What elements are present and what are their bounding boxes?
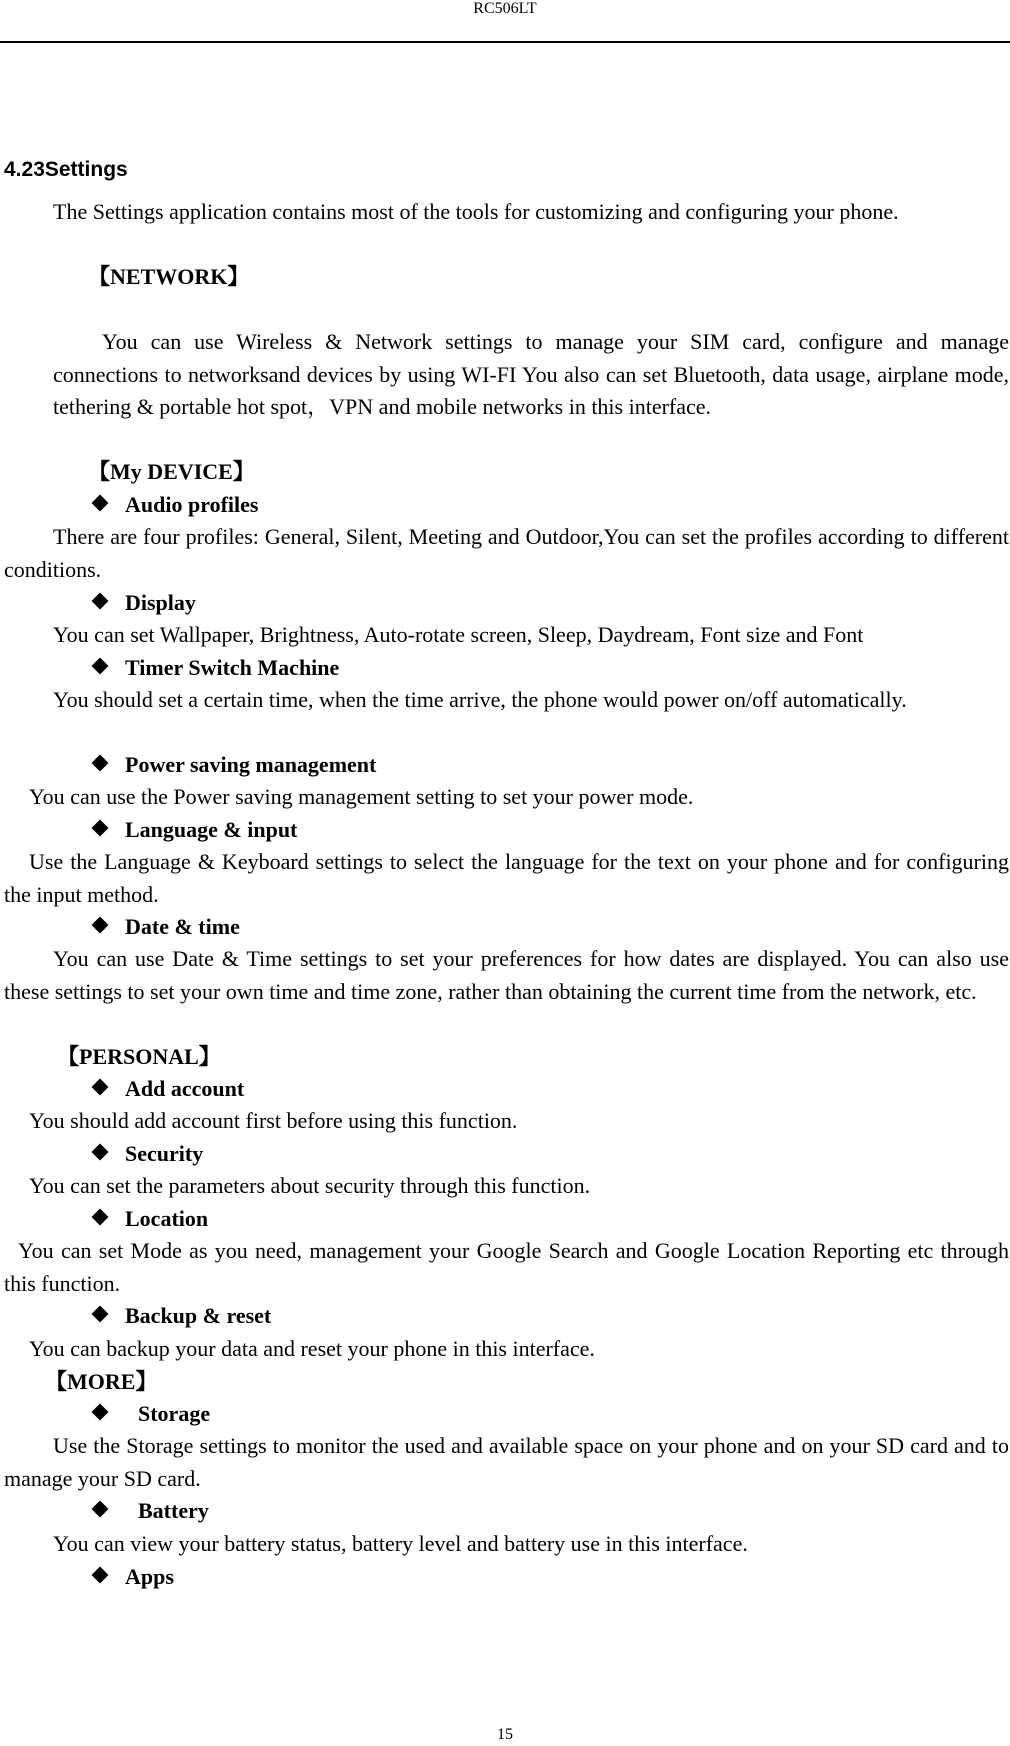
backup-reset-title: Backup & reset bbox=[125, 1303, 272, 1328]
diamond-bullet-icon bbox=[92, 820, 109, 837]
location-title: Location bbox=[125, 1206, 209, 1231]
date-time-title: Date & time bbox=[125, 914, 240, 939]
audio-profiles-item-title bbox=[91, 489, 258, 521]
diamond-bullet-icon bbox=[92, 1079, 109, 1096]
timer-switch-paragraph: You should set a certain time, when the time arrive, the phone would power on/off automatically. bbox=[53, 687, 907, 712]
diamond-bullet-icon bbox=[92, 755, 109, 772]
diamond-bullet-icon bbox=[92, 1209, 109, 1226]
display-item-title bbox=[91, 587, 196, 619]
battery-title: Battery bbox=[138, 1498, 209, 1523]
date-time-paragraph: You can use Date & Time settings to set your preferences for how dates are displayed. You can also use these settings to set your own time and time zone, rather than obtaining the current time from the network, etc. bbox=[4, 946, 1009, 1004]
diamond-bullet-icon bbox=[92, 658, 109, 675]
network-heading: 【NETWORK】 bbox=[88, 264, 250, 289]
location-item-title bbox=[91, 1203, 208, 1235]
storage-title: Storage bbox=[138, 1401, 211, 1426]
security-paragraph: You can set the parameters about security through this function. bbox=[29, 1173, 591, 1198]
display-paragraph: You can set Wallpaper, Brightness, Auto-rotate screen, Sleep, Daydream, Font size and Font bbox=[53, 622, 864, 647]
apps-item-title bbox=[91, 1561, 174, 1593]
timer-switch-item-title bbox=[91, 652, 339, 684]
page-number: 15 bbox=[497, 1726, 513, 1743]
add-account-title: Add account bbox=[125, 1076, 245, 1101]
diamond-bullet-icon bbox=[92, 1567, 109, 1584]
more-heading: 【MORE】 bbox=[45, 1369, 158, 1394]
power-saving-paragraph: You can use the Power saving management setting to set your power mode. bbox=[29, 784, 694, 809]
apps-title: Apps bbox=[125, 1564, 174, 1589]
diamond-bullet-icon bbox=[92, 1404, 109, 1421]
diamond-bullet-icon bbox=[92, 1144, 109, 1161]
my-device-heading: 【My DEVICE】 bbox=[88, 459, 255, 484]
backup-reset-item-title bbox=[91, 1300, 271, 1332]
power-saving-item-title bbox=[91, 749, 376, 781]
diamond-bullet-icon bbox=[92, 495, 109, 512]
personal-heading: 【PERSONAL】 bbox=[57, 1044, 221, 1069]
power-saving-title: Power saving management bbox=[125, 752, 377, 777]
audio-profiles-title: Audio profiles bbox=[125, 492, 259, 517]
battery-item-title bbox=[91, 1495, 209, 1527]
language-input-item-title bbox=[91, 814, 297, 846]
display-title: Display bbox=[125, 590, 196, 615]
add-account-item-title bbox=[91, 1073, 244, 1105]
language-input-title: Language & input bbox=[125, 817, 298, 842]
storage-item-title bbox=[91, 1398, 210, 1430]
network-paragraph: You can use Wireless & Network settings to manage your SIM card, configure and manage connections to networksand devices by using WI-FI You also can set Bluetooth, data usage, airplane mode, tethering & portable hot spot，VPN and mobile networks in this interface. bbox=[53, 329, 1009, 419]
date-time-item-title bbox=[91, 911, 240, 943]
diamond-bullet-icon bbox=[92, 1306, 109, 1323]
header-divider bbox=[0, 41, 1010, 43]
storage-paragraph: Use the Storage settings to monitor the used and available space on your phone and on your SD card and to manage your SD card. bbox=[4, 1433, 1009, 1491]
diamond-bullet-icon bbox=[92, 1501, 109, 1518]
location-paragraph: You can set Mode as you need, management your Google Search and Google Location Reporting etc through this function. bbox=[4, 1238, 1009, 1296]
diamond-bullet-icon bbox=[92, 917, 109, 934]
add-account-paragraph: You should add account first before using this function. bbox=[29, 1108, 518, 1133]
battery-paragraph: You can view your battery status, battery level and battery use in this interface. bbox=[53, 1531, 748, 1556]
audio-profiles-paragraph: There are four profiles: General, Silent, Meeting and Outdoor,You can set the profiles according to different conditions. bbox=[4, 524, 1009, 582]
security-item-title bbox=[91, 1138, 203, 1170]
security-title: Security bbox=[125, 1141, 204, 1166]
timer-switch-title: Timer Switch Machine bbox=[125, 655, 340, 680]
settings-intro-paragraph: The Settings application contains most of the tools for customizing and configuring your phone. bbox=[53, 199, 899, 224]
page-header-title: RC506LT bbox=[473, 0, 537, 17]
section-heading: 4.23Settings bbox=[4, 158, 128, 181]
diamond-bullet-icon bbox=[92, 593, 109, 610]
backup-reset-paragraph: You can backup your data and reset your phone in this interface. bbox=[29, 1336, 595, 1361]
language-input-paragraph: Use the Language & Keyboard settings to select the language for the text on your phone and for configuring the input method. bbox=[4, 849, 1009, 907]
